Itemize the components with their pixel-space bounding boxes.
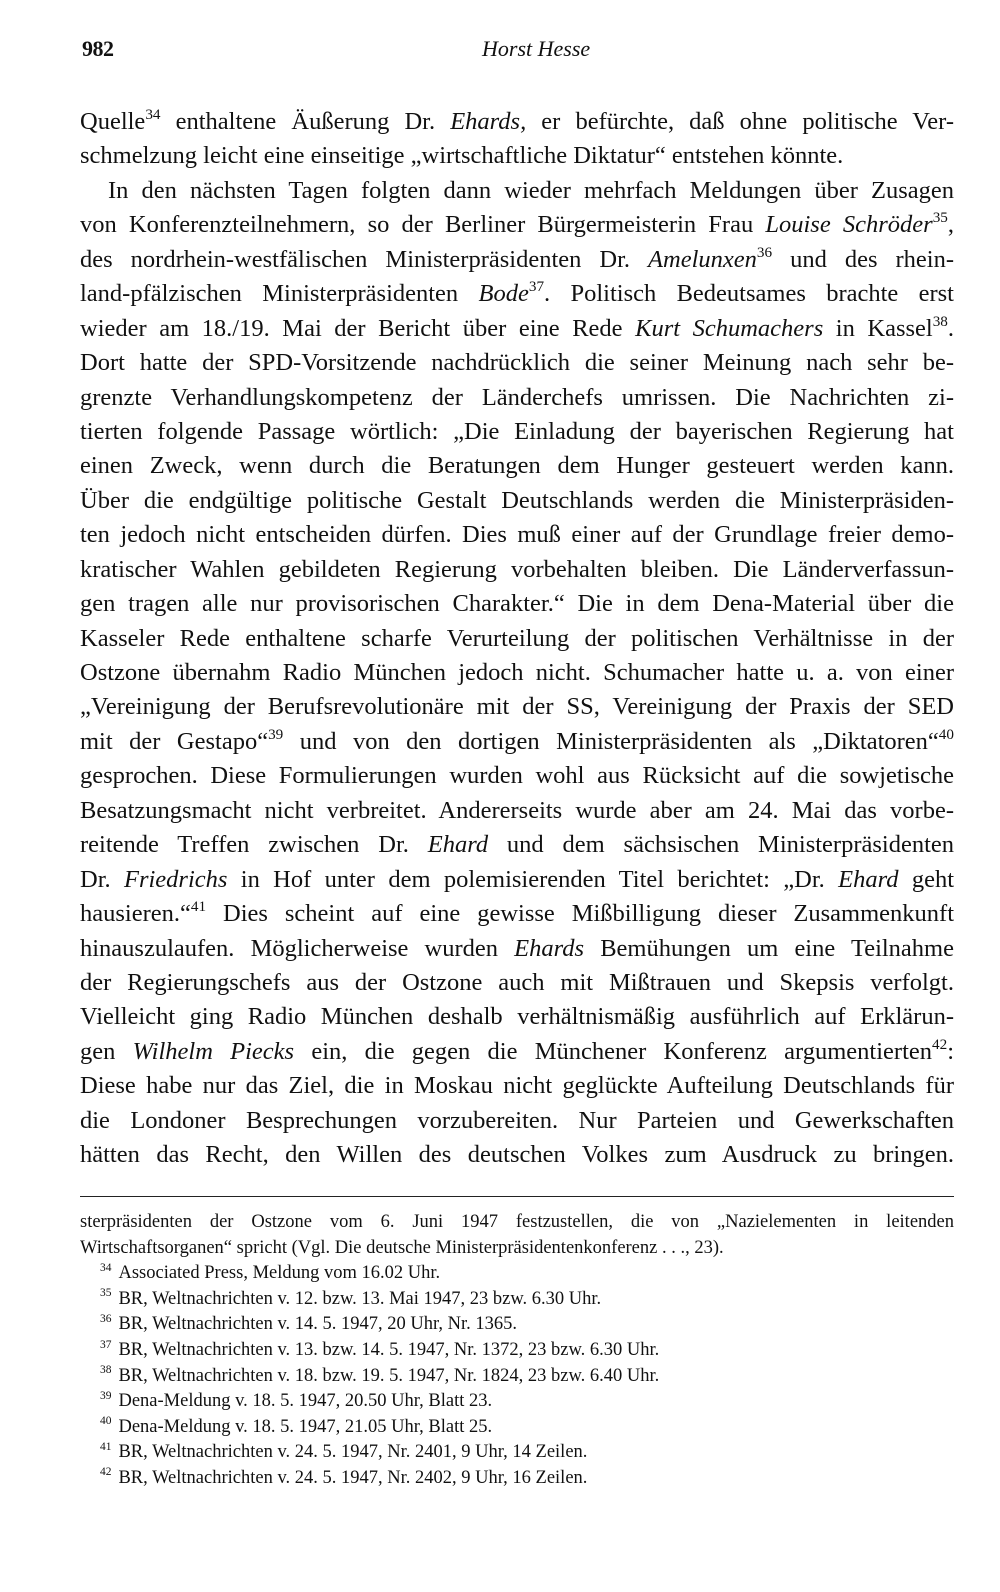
text-line: Diese habe nur das Ziel, die in Moskau nicht geglückte Aufteilung Deutschlands für — [80, 1072, 954, 1100]
text-line: gen tragen alle nur provisorischen Charakter.“ Die in dem Dena-Material über die — [80, 590, 954, 618]
footnote-item: $^{41}$ BR, Weltnachrichten v. 24. 5. 1947, Nr. 2401, 9 Uhr, 14 Zeilen. — [100, 1440, 588, 1463]
footnote-ref: 36 — [756, 243, 773, 261]
footnote-number: 41 — [100, 1440, 112, 1453]
main-text — [80, 105, 954, 1173]
text-line: schmelzung leicht eine einseitige „wirtschaftliche Diktatur“ entstehen könnte. — [80, 142, 844, 170]
footnote-item: $^{35}$ BR, Weltnachrichten v. 12. bzw. 13. Mai 1947, 23 bzw. 6.30 Uhr. — [100, 1287, 602, 1309]
text-line: hinauszulaufen. Möglicherweise wurden Ehards Bemühungen um eine Teilnahme — [80, 934, 954, 962]
text-line: Besatzungsmacht nicht verbreitet. Andererseits wurde aber am 24. Mai das vorbe- — [80, 796, 954, 824]
footnote-item: $^{36}$ BR, Weltnachrichten v. 14. 5. 1947, 20 Uhr, Nr. 1365. — [100, 1312, 518, 1335]
footnote-item: $^{37}$ BR, Weltnachrichten v. 13. bzw. 14. 5. 1947, Nr. 1372, 23 bzw. 6.30 Uhr. — [100, 1338, 660, 1360]
footnote-ref: 39 — [268, 726, 284, 744]
text-line: der Regierungschefs aus der Ostzone auch mit Mißtrauen und Skepsis verfolgt. — [80, 968, 954, 996]
footnote-ref: 40 — [938, 726, 954, 744]
footnote-ref: 34 — [145, 106, 161, 124]
text-line: gesprochen. Diese Formulierungen wurden wohl aus Rücksicht auf die sowjetische — [80, 762, 954, 790]
text-line: Vielleicht ging Radio München deshalb verhältnismäßig ausführlich auf Erklärun- — [80, 1003, 954, 1031]
text-line: tierten folgende Passage wörtlich: „Die Einladung der bayerischen Regierung hat — [80, 417, 954, 445]
footnote-item: $^{34}$ Associated Press, Meldung vom 16.02 Uhr. — [100, 1261, 441, 1284]
text-line: hätten das Recht, den Willen des deutschen Volkes zum Ausdruck zu bringen. — [80, 1141, 954, 1169]
text-line: grenzte Verhandlungskompetenz der Länderchefs umrissen. Die Nachrichten zi- — [80, 383, 954, 411]
footnote-continuation: Wirtschaftsorganen“ spricht (Vgl. Die deutsche Ministerpräsidentenkonferenz . . ., 23). — [80, 1237, 724, 1258]
footnote-number: 35 — [100, 1287, 112, 1300]
footnote-ref: 41 — [190, 898, 207, 916]
text-line: Ostzone übernahm Radio München jedoch nicht. Schumacher hatte u. a. von einer — [80, 659, 954, 686]
footnote-ref: 37 — [528, 278, 545, 296]
page-number: 982 — [82, 36, 114, 61]
text-line: Dort hatte der SPD-Vorsitzende nachdrücklich die seiner Meinung nach sehr be- — [80, 349, 954, 377]
text-line: die Londoner Besprechungen vorzubereiten. Nur Parteien und Gewerkschaften — [80, 1106, 954, 1134]
footnote-ref: 35 — [932, 209, 948, 227]
running-head: Horst Hesse — [482, 36, 591, 61]
footnote-ref: 42 — [932, 1035, 948, 1053]
text-line: kratischer Wahlen gebildeten Regierung vorbehalten bleiben. Die Länderverfassun- — [80, 555, 954, 583]
text-line: des nordrhein-westfälischen Ministerpräsidenten Dr. Amelunxen$^{36}$ und des rhein- — [80, 243, 954, 273]
footnote-item: $^{42}$ BR, Weltnachrichten v. 24. 5. 1947, Nr. 2402, 9 Uhr, 16 Zeilen. — [100, 1466, 588, 1488]
text-line: In den nächsten Tagen folgten dann wieder mehrfach Meldungen über Zusagen — [108, 176, 954, 204]
text-line: hausieren.“$^{41}$ Dies scheint auf eine gewisse Mißbilligung dieser Zusammenkunft — [80, 898, 954, 928]
footnote-divider — [80, 1196, 954, 1197]
footnote-continuation: sterpräsidenten der Ostzone vom 6. Juni 1947 festzustellen, die von „Nazielementen in leitenden — [80, 1212, 954, 1232]
text-line: ten jedoch nicht entscheiden dürfen. Dies muß einer auf der Grundlage freier demo- — [80, 521, 954, 549]
footnote-number: 37 — [100, 1338, 112, 1351]
footnote-number: 39 — [100, 1389, 112, 1402]
footnote-number: 40 — [100, 1415, 112, 1428]
text-line: einen Zweck, wenn durch die Beratungen dem Hunger gesteuert werden kann. — [80, 452, 954, 480]
text-line: Quelle$^{34}$ enthaltene Äußerung Dr. Ehards, er befürchte, daß ohne politische Ver- — [80, 106, 954, 135]
text-line: Kasseler Rede enthaltene scharfe Verurteilung der politischen Verhältnisse in der — [80, 624, 954, 652]
footnotes — [80, 1210, 954, 1492]
text-line: Über die endgültige politische Gestalt Deutschlands werden die Ministerpräsiden- — [80, 486, 954, 514]
footnote-item: $^{39}$ Dena-Meldung v. 18. 5. 1947, 20.50 Uhr, Blatt 23. — [100, 1389, 493, 1412]
page-header — [82, 36, 956, 72]
text-line: mit der Gestapo“$^{39}$ und von den dortigen Ministerpräsidenten als „Diktatoren“$^{40}$ — [80, 726, 954, 755]
text-line: von Konferenzteilnehmern, so der Berliner Bürgermeisterin Frau Louise Schröder$^{35}$, — [80, 209, 954, 239]
text-line: land-pfälzischen Ministerpräsidenten Bode$^{37}$. Politisch Bedeutsames brachte erst — [80, 278, 954, 308]
footnote-number: 38 — [100, 1364, 112, 1377]
footnote-item: $^{40}$ Dena-Meldung v. 18. 5. 1947, 21.05 Uhr, Blatt 25. — [100, 1415, 493, 1437]
footnote-number: 36 — [100, 1312, 112, 1325]
footnote-ref: 38 — [932, 312, 948, 330]
text-line: „Vereinigung der Berufsrevolutionäre mit der SS, Vereinigung der Praxis der SED — [80, 693, 954, 721]
text-line: gen Wilhelm Piecks ein, die gegen die Münchener Konferenz argumentierten$^{42}$: — [80, 1035, 954, 1065]
footnote-item: $^{38}$ BR, Weltnachrichten v. 18. bzw. 19. 5. 1947, Nr. 1824, 23 bzw. 6.40 Uhr. — [100, 1364, 660, 1386]
text-line: wieder am 18./19. Mai der Bericht über eine Rede Kurt Schumachers in Kassel$^{38}$. — [80, 312, 955, 342]
text-line: Dr. Friedrichs in Hof unter dem polemisierenden Titel berichtet: „Dr. Ehard geht — [80, 865, 955, 893]
text-line: reitende Treffen zwischen Dr. Ehard und dem sächsischen Ministerpräsidenten — [80, 831, 955, 859]
footnote-number: 34 — [100, 1261, 112, 1274]
footnote-number: 42 — [100, 1466, 112, 1479]
